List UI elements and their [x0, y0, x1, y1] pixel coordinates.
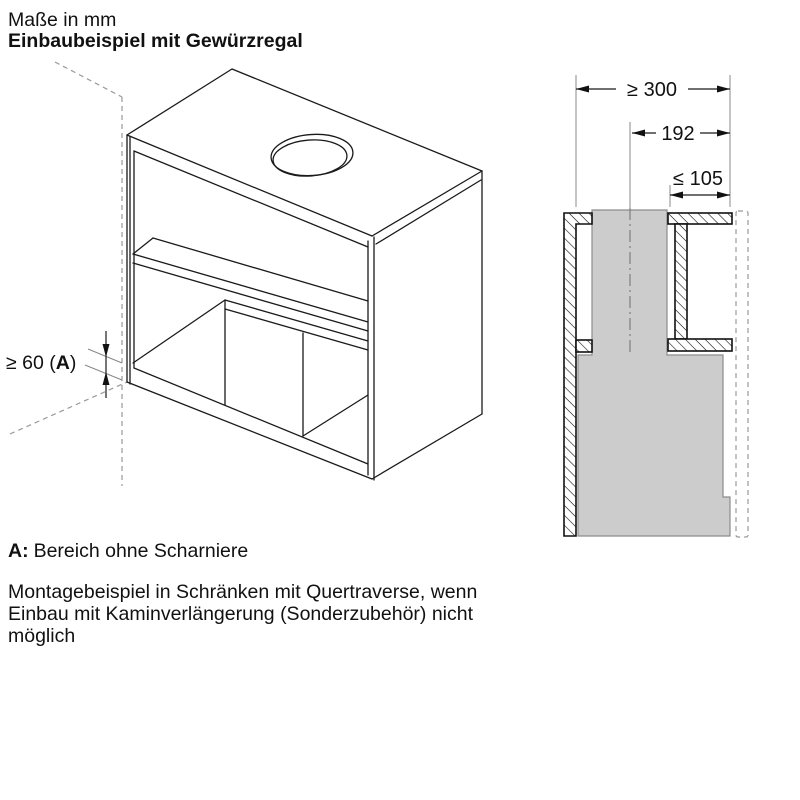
header — [8, 9, 303, 52]
hole-inner-rim — [272, 137, 348, 178]
right-vertical-member — [675, 224, 687, 339]
panel-thickness-edges — [130, 137, 481, 475]
note-line-1: Montagebeispiel in Schränken mit Quertraverse, wenn — [8, 581, 478, 603]
cabinet-outline — [127, 69, 482, 480]
dimension-300 — [576, 78, 730, 101]
left-shelf-stub — [576, 340, 592, 352]
section-view — [564, 75, 748, 537]
dashed-wall-line-bottom — [10, 382, 127, 434]
mounting-note — [8, 581, 477, 647]
dim-300-label: ≥ 300 — [627, 79, 677, 101]
arrow-up — [103, 372, 110, 385]
dim-60-label: ≥ 60 (A) — [6, 352, 77, 374]
hood-duct-shape — [578, 210, 730, 536]
dim-192-label: 192 — [661, 123, 695, 145]
note-line-3: möglich — [8, 625, 76, 647]
depth-line-right — [303, 395, 368, 436]
dashed-chimney-outline — [736, 211, 748, 537]
dim-105-label: ≤ 105 — [673, 168, 723, 190]
duct-cutout-hole — [270, 132, 355, 179]
isometric-cabinet — [6, 62, 482, 486]
depth-line-left — [133, 300, 225, 363]
dimension-192 — [632, 123, 730, 145]
note-line-2: Einbau mit Kaminverlängerung (Sonderzubehör) nicht — [8, 603, 474, 625]
dashed-wall-line-top — [55, 62, 122, 97]
dimension-105 — [670, 168, 730, 199]
units-note: Maße in mm — [8, 9, 117, 31]
page-title: Einbaubeispiel mit Gewürzregal — [8, 30, 303, 52]
right-top-panel — [668, 213, 732, 224]
legend-a: A: Bereich ohne Scharniere — [8, 540, 249, 562]
cross-member-shelf — [133, 238, 368, 331]
right-shelf-member — [668, 339, 732, 351]
dimension-60 — [6, 331, 122, 398]
legend — [8, 540, 248, 562]
